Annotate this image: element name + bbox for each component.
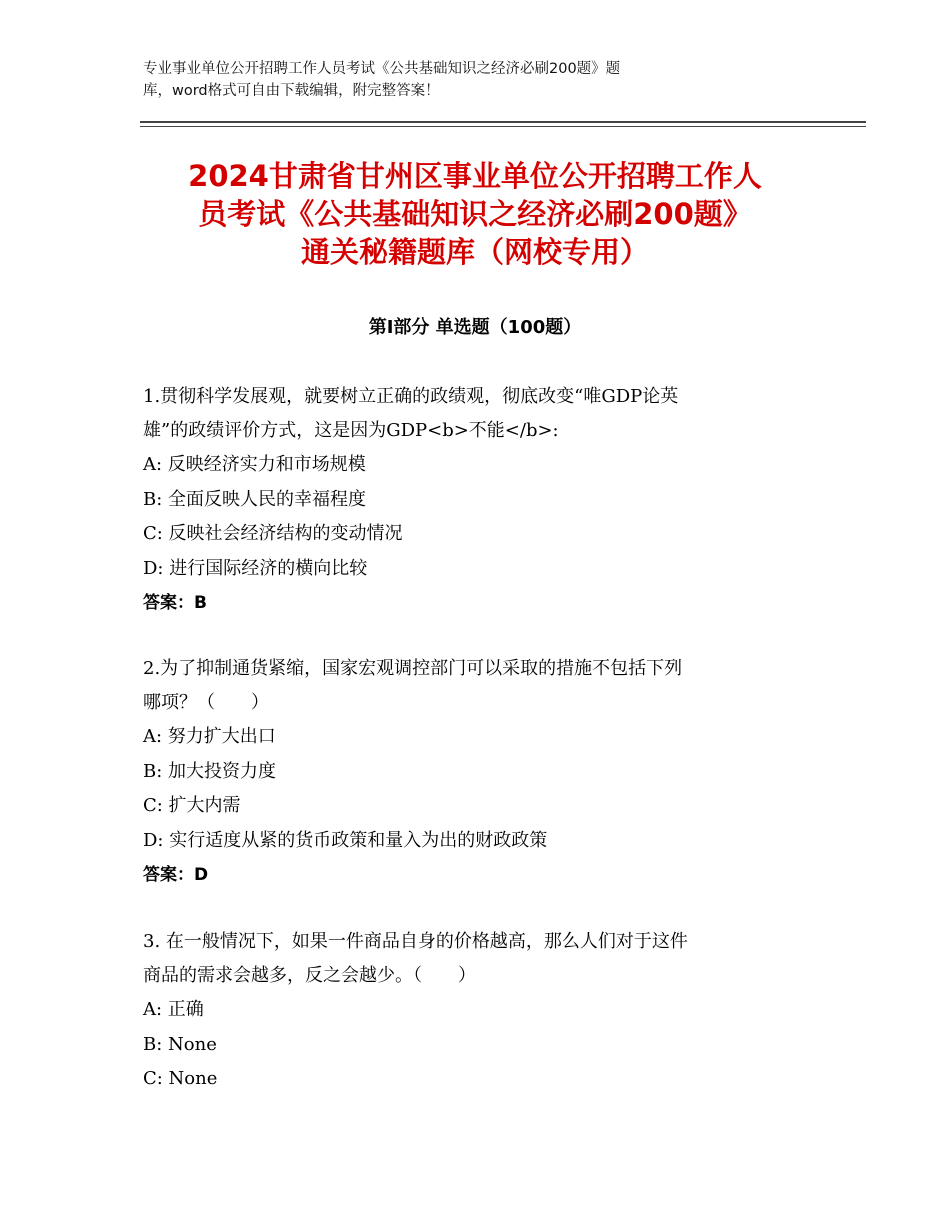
header-divider-thick: [140, 121, 866, 123]
question-1-option-b: B: 全面反映人民的幸福程度: [143, 488, 367, 510]
question-1-stem-line-2: 雄”的政绩评价方式，这是因为GDP<b>不能</b>:: [143, 420, 559, 441]
question-1-stem-line-1: 1.贯彻科学发展观，就要树立正确的政绩观，彻底改变“唯GDP论英: [143, 386, 679, 407]
question-2-option-b: B: 加大投资力度: [143, 760, 277, 782]
question-3: [143, 925, 823, 1097]
section-title: 第Ⅰ部分 单选题（100题）: [368, 317, 582, 338]
question-3-option-c: C: None: [143, 1068, 218, 1089]
header-note-line-2: 库，word格式可自由下载编辑，附完整答案！: [143, 83, 440, 99]
question-1-option-d: D: 进行国际经济的横向比较: [143, 557, 368, 579]
question-2-option-a: A: 努力扩大出口: [143, 726, 276, 747]
question-1-answer: 答案：B: [143, 593, 207, 613]
question-1-option-c: C: 反映社会经济结构的变动情况: [143, 523, 403, 544]
question-2-stem-line-2: 哪项？（ ）: [143, 692, 269, 713]
question-1: [143, 380, 823, 620]
document-title-line-3: 通关秘籍题库（网校专用）: [300, 235, 649, 269]
question-2-stem-line-1: 2.为了抑制通货紧缩，国家宏观调控部门可以采取的措施不包括下列: [143, 658, 683, 679]
question-3-option-b: B: None: [143, 1033, 217, 1055]
header-note: [143, 58, 783, 102]
document-title-line-1: 2024甘肃省甘州区事业单位公开招聘工作人: [188, 159, 762, 193]
header-divider-thin: [140, 126, 866, 127]
question-2-answer: 答案：D: [143, 865, 209, 885]
question-3-stem-line-1: 3. 在一般情况下，如果一件商品自身的价格越高，那么人们对于这件: [143, 931, 688, 952]
question-2-option-c: C: 扩大内需: [143, 795, 241, 816]
document-title: [130, 157, 820, 271]
header-note-line-1: 专业事业单位公开招聘工作人员考试《公共基础知识之经济必刷200题》题: [143, 61, 621, 77]
question-2-option-d: D: 实行适度从紧的货币政策和量入为出的财政政策: [143, 829, 548, 851]
document-title-line-2: 员考试《公共基础知识之经济必刷200题》: [198, 197, 752, 231]
question-2: [143, 652, 823, 892]
question-3-option-a: A: 正确: [143, 999, 204, 1020]
question-1-option-a: A: 反映经济实力和市场规模: [143, 454, 366, 475]
question-3-stem-line-2: 商品的需求会越多，反之会越少。（ ）: [143, 965, 476, 986]
